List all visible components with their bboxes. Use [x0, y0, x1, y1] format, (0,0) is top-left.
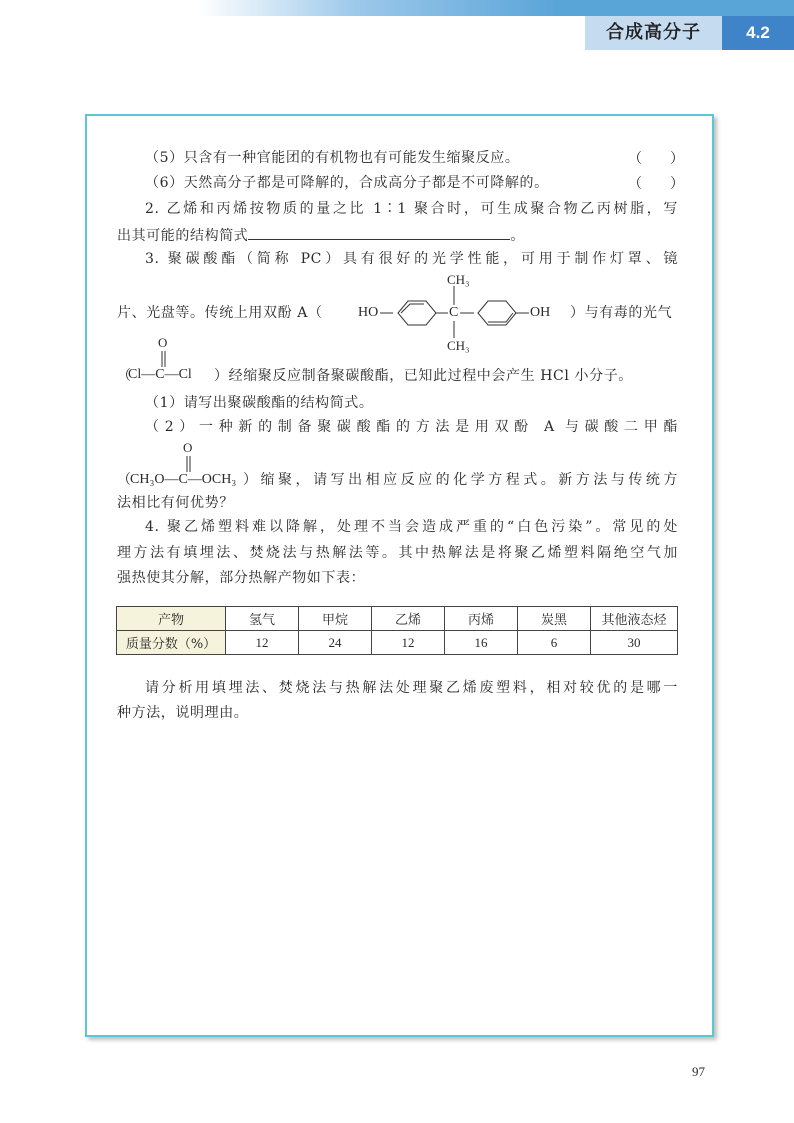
q4-line4: 请分析用填埋法、焚烧法与热解法处理聚乙烯废塑料，相对较优的是哪一	[145, 680, 678, 696]
q3-sub2-line3: 法相比有何优势？	[117, 495, 234, 511]
table-cell: 6	[518, 631, 591, 655]
q2-end: 。	[510, 228, 526, 244]
section-title: 合成高分子	[585, 16, 722, 50]
table-header: 产物	[117, 607, 226, 631]
q1-item-5: （5）只含有一种官能团的有机物也有可能发生缩聚反应。	[145, 150, 520, 166]
q3-sub1: （1）请写出聚碳酸酯的结构简式。	[145, 395, 374, 411]
table-header: 氢气	[226, 607, 299, 631]
table-header: 甲烷	[299, 607, 372, 631]
ch3-top-label: CH₃	[447, 272, 470, 287]
q3-line1: 3. 聚碳酸酯（简称 PC）具有很好的光学性能，可用于制作灯罩、镜	[145, 251, 678, 267]
q2-line1: 2. 乙烯和丙烯按物质的量之比 1∶1 聚合时，可生成聚合物乙丙树脂，写	[145, 201, 678, 217]
o-label: O	[158, 335, 168, 350]
q2-text: 出其可能的结构简式	[117, 228, 249, 244]
table-header: 其他液态烃	[591, 607, 678, 631]
answer-blank-6[interactable]: （ ）	[628, 176, 684, 192]
table-cell: 12	[372, 631, 445, 655]
open-paren-2: （	[117, 472, 132, 488]
q3-sub2-line2: ）缩聚，请写出相应反应的化学方程式。新方法与传统方	[243, 472, 678, 488]
ho-label: HO	[358, 305, 379, 320]
q1-item-6: （6）天然高分子都是可降解的，合成高分子都是不可降解的。	[145, 175, 549, 191]
phosgene-structure	[128, 335, 218, 385]
table-cell: 24	[299, 631, 372, 655]
pyrolysis-products-table	[116, 606, 678, 655]
q3-line3: ）经缩聚反应制备聚碳酸酯，已知此过程中会产生 HCl 小分子。	[214, 368, 633, 384]
header-bar	[0, 0, 794, 16]
q2-line2	[117, 225, 678, 246]
answer-blank-5[interactable]: （ ）	[628, 151, 684, 167]
q3-line2-pre: 片、光盘等。传统上用双酚 A（	[117, 305, 323, 321]
bisphenol-a-structure	[356, 272, 556, 356]
open-paren: （	[117, 368, 132, 384]
q4-line5: 种方法，说明理由。	[117, 705, 249, 721]
q4-line3: 强热使其分解，部分热解产物如下表：	[117, 570, 366, 586]
q3-sub2-line1: （2）一种新的制备聚碳酸酯的方法是用双酚 A 与碳酸二甲酯	[145, 419, 678, 435]
table-header: 炭黑	[518, 607, 591, 631]
table-row	[117, 631, 678, 655]
table-header: 丙烯	[445, 607, 518, 631]
q3-line2-post: ）与有毒的光气	[570, 305, 673, 321]
ch3-bottom-label: CH₃	[447, 338, 470, 353]
oh-label: OH	[530, 305, 551, 320]
row-label: 质量分数（%）	[117, 631, 226, 655]
page-number: 97	[692, 1064, 705, 1079]
section-number: 4.2	[722, 16, 794, 50]
table-cell: 16	[445, 631, 518, 655]
phosgene-formula: Cl—C—Cl	[128, 367, 192, 382]
o-label-2: O	[183, 440, 193, 455]
dmc-formula: CH₃O—C—OCH₃	[130, 472, 237, 487]
table-header-row	[117, 607, 678, 631]
c-label: C	[449, 305, 459, 320]
q4-line1: 4. 聚乙烯塑料难以降解，处理不当会造成严重的“白色污染”。常见的处	[145, 519, 678, 535]
answer-line[interactable]	[248, 225, 510, 240]
table-cell: 30	[591, 631, 678, 655]
q4-line2: 理方法有填埋法、焚烧法与热解法等。其中热解法是将聚乙烯塑料隔绝空气加	[117, 545, 678, 561]
table-header: 乙烯	[372, 607, 445, 631]
table-cell: 12	[226, 631, 299, 655]
